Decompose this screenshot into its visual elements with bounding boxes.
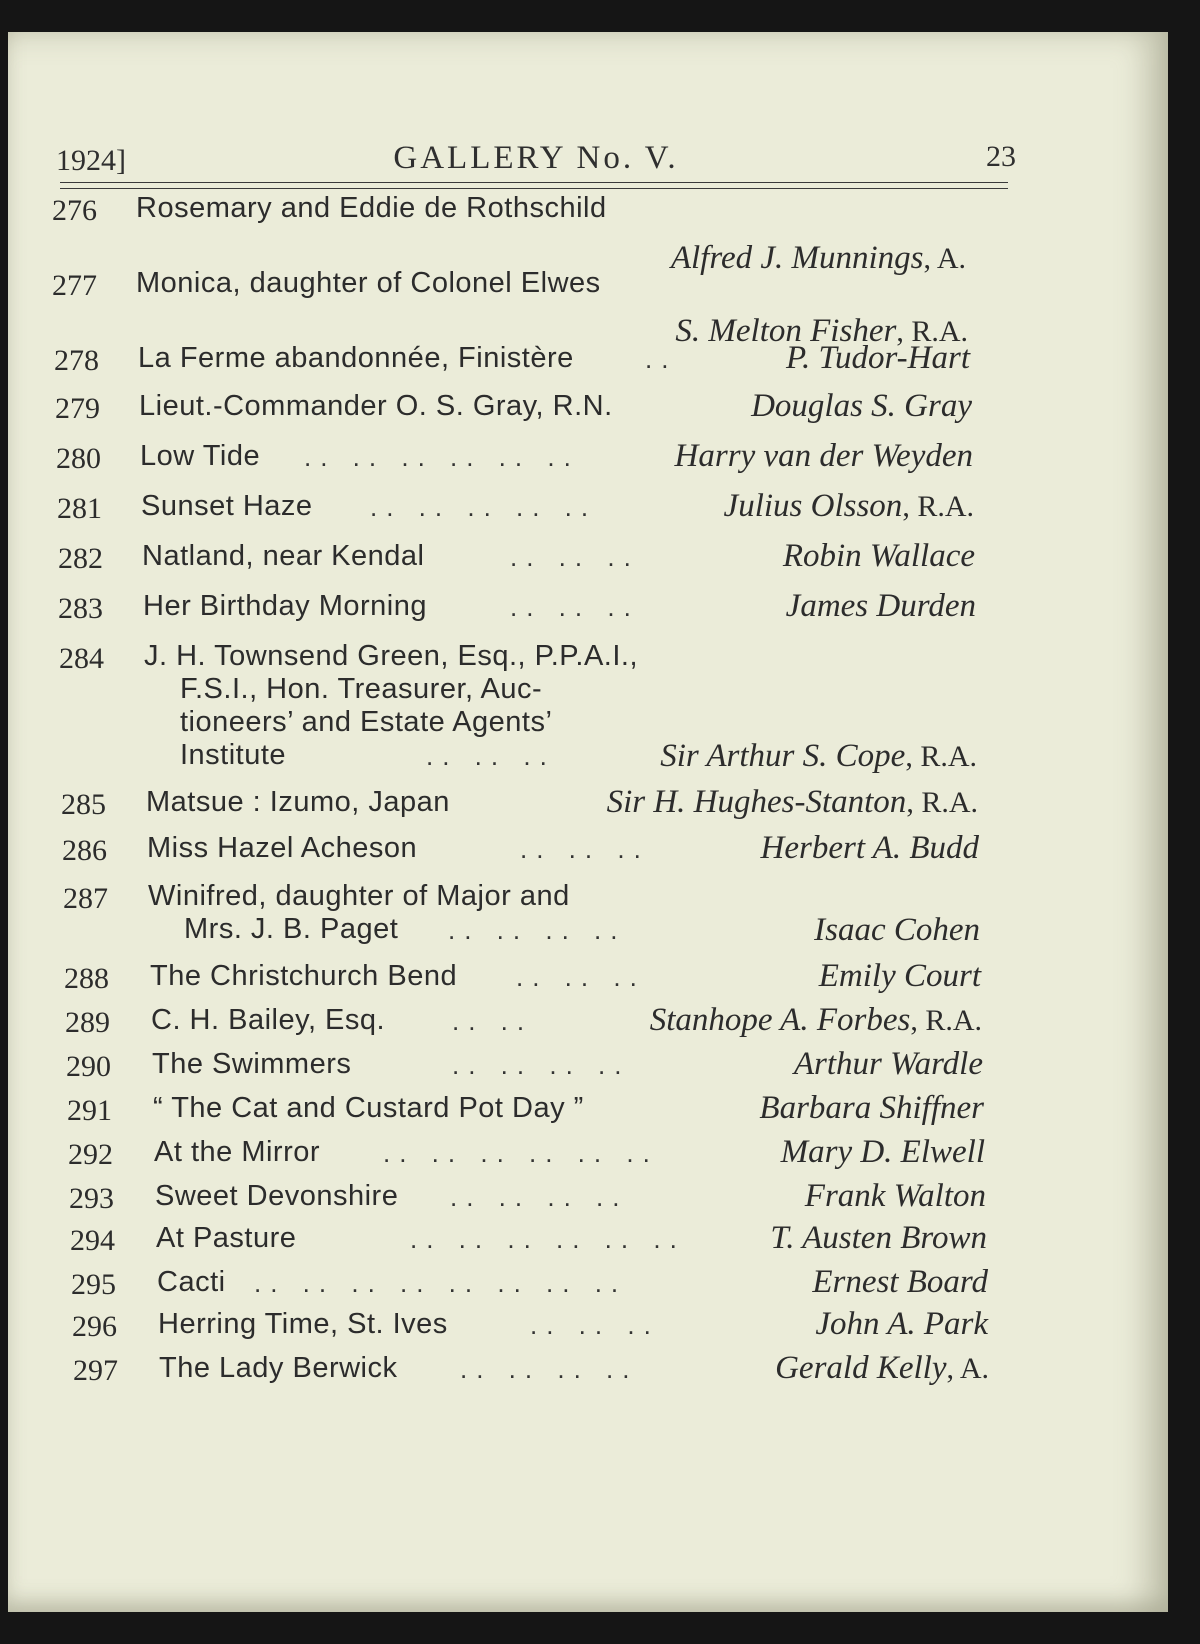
artist-name-text: Stanhope A. Forbes [649,1002,911,1038]
entry-number: 288 [64,962,109,995]
entry-number: 277 [52,269,97,302]
leader-dots: .. .. .. [520,834,650,864]
artist-name-text: Sir H. Hughes-Stanton [606,784,907,820]
leader-dots: .. .. .. .. [460,1354,639,1384]
entry-title-line: Sunset Haze [141,490,313,522]
entry-title-line: Miss Hazel Acheson [147,832,418,864]
artist-name-text: Isaac Cohen [814,912,980,948]
entry-number: 283 [58,592,103,625]
artist-name-text: Julius Olsson [723,488,903,524]
entry-title-line: At the Mirror [154,1136,321,1168]
page-number: 23 [986,140,1016,173]
artist-honour-suffix: , R.A. [906,786,978,819]
artist-name-text: Sir Arthur S. Cope [660,738,906,774]
entry-title-line: The Swimmers [152,1048,352,1080]
entry-title-line: Lieut.-Commander O. S. Gray, R.N. [139,390,613,422]
entry-title-line: Her Birthday Morning [143,590,427,622]
artist-name [814,912,980,949]
entry-title-line: The Lady Berwick [159,1352,398,1384]
entry-number: 280 [56,442,101,475]
leader-dots: .. .. .. .. [450,1182,629,1212]
artist-name [759,1090,984,1127]
entry-number: 278 [54,344,99,377]
entry-number: 291 [67,1094,112,1127]
artist-name-text: Ernest Board [812,1264,988,1300]
artist-name [660,738,977,775]
header-year: 1924] [56,144,126,177]
entry-title-line: La Ferme abandonnée, Finistère [138,342,574,374]
entry-title-line: Mrs. J. B. Paget [184,913,399,945]
entry-title-line: “ The Cat and Custard Pot Day ” [153,1092,584,1124]
leader-dots: .. .. .. .. [448,915,627,945]
artist-name-text: Barbara Shiffner [759,1090,984,1126]
artist-name-text: Robin Wallace [782,538,975,574]
artist-honour-suffix: , R.A. [910,1004,982,1037]
entry-number: 296 [72,1310,117,1343]
leader-dots: .. .. .. .. .. [370,492,598,522]
leader-dots: .. .. .. [510,592,640,622]
entry-title-line: Rosemary and Eddie de Rothschild [136,192,607,224]
entry-title-line: At Pasture [156,1222,297,1254]
artist-name [671,240,966,277]
entry-number: 293 [69,1182,114,1215]
entry-title-line: Cacti [157,1266,226,1298]
entry-title-line: C. H. Bailey, Esq. [151,1004,386,1036]
artist-name-text: Frank Walton [804,1178,986,1214]
artist-name [724,488,974,525]
artist-name-text: John A. Park [815,1306,988,1342]
entry-number: 276 [52,194,97,227]
leader-dots: .. .. .. [426,741,556,771]
artist-name [775,1350,989,1387]
entry-title-line: Natland, near Kendal [142,540,425,572]
entry-title-line: Herring Time, St. Ives [158,1308,448,1340]
catalogue-page [8,32,1168,1612]
artist-name [805,1178,986,1215]
leader-dots: .. .. [452,1006,534,1036]
artist-name-text: Harry van der Weyden [674,438,973,474]
artist-name-text: James Durden [785,588,976,624]
artist-name-text: S. Melton Fisher [675,313,897,349]
leader-dots: .. .. .. .. .. .. [410,1224,686,1254]
artist-name-text: Douglas S. Gray [751,388,972,424]
entry-number: 294 [70,1224,115,1257]
artist-name [786,340,970,377]
artist-name [675,438,973,475]
artist-name [607,784,978,821]
entry-number: 282 [58,542,103,575]
entry-title-line: Winifred, daughter of Major and [148,880,570,912]
artist-name [650,1002,982,1039]
leader-dots: .. .. .. .. .. .. .. .. [254,1268,628,1298]
entry-number: 297 [73,1354,118,1387]
artist-name-text: Gerald Kelly [775,1350,947,1386]
artist-honour-suffix: , R.A. [896,315,968,348]
artist-name-text: Arthur Wardle [793,1046,983,1082]
entry-title-line: Monica, daughter of Colonel Elwes [136,267,601,299]
entry-title-line: Institute [180,739,287,771]
artist-name-text: Mary D. Elwell [780,1134,985,1170]
entry-number: 289 [65,1006,110,1039]
artist-name-text: Alfred J. Munnings [670,240,924,276]
artist-name [794,1046,983,1083]
entry-number: 281 [57,492,102,525]
artist-name-text: Herbert A. Budd [760,830,979,866]
artist-name-text: P. Tudor-Hart [786,340,970,376]
leader-dots: .. .. .. .. .. .. [304,442,580,472]
artist-name [783,538,975,575]
artist-name [761,830,979,867]
entry-number: 284 [59,642,104,675]
catalogue-entries [8,32,1168,1612]
entry-number: 287 [63,882,108,915]
artist-name-text: Emily Court [818,958,981,994]
entry-title-line: The Christchurch Bend [150,960,458,992]
leader-dots: .. .. .. .. .. .. [383,1138,659,1168]
entry-title-line: Low Tide [140,440,261,472]
leader-dots: .. [645,344,678,374]
entry-number: 285 [61,788,106,821]
entry-number: 292 [68,1138,113,1171]
entry-number: 286 [62,834,107,867]
entry-number: 295 [71,1268,116,1301]
entry-title-line: J. H. Townsend Green, Esq., P.P.A.I., [144,640,639,672]
artist-name [786,588,976,625]
artist-honour-suffix: , A. [923,242,966,275]
entry-number: 279 [55,392,100,425]
entry-title-line: F.S.I., Hon. Treasurer, Auc- [180,673,543,705]
artist-honour-suffix: , R.A. [905,740,977,773]
artist-honour-suffix: , A. [946,1352,989,1385]
artist-name [751,388,972,425]
artist-name [781,1134,985,1171]
gallery-title: GALLERY No. V. [393,140,679,176]
artist-name-text: T. Austen Brown [770,1220,987,1256]
artist-name [770,1220,987,1257]
leader-dots: .. .. .. [510,542,640,572]
entry-title-line: tioneers’ and Estate Agents’ [180,706,553,738]
artist-name [819,958,981,995]
entry-number: 290 [66,1050,111,1083]
leader-dots: .. .. .. .. [452,1050,631,1080]
entry-title-line: Matsue : Izumo, Japan [146,786,450,818]
leader-dots: .. .. .. [530,1310,660,1340]
artist-name [812,1264,988,1301]
artist-honour-suffix: , R.A. [902,490,974,523]
leader-dots: .. .. .. [516,962,646,992]
entry-title-line: Sweet Devonshire [155,1180,399,1212]
artist-name [815,1306,988,1343]
